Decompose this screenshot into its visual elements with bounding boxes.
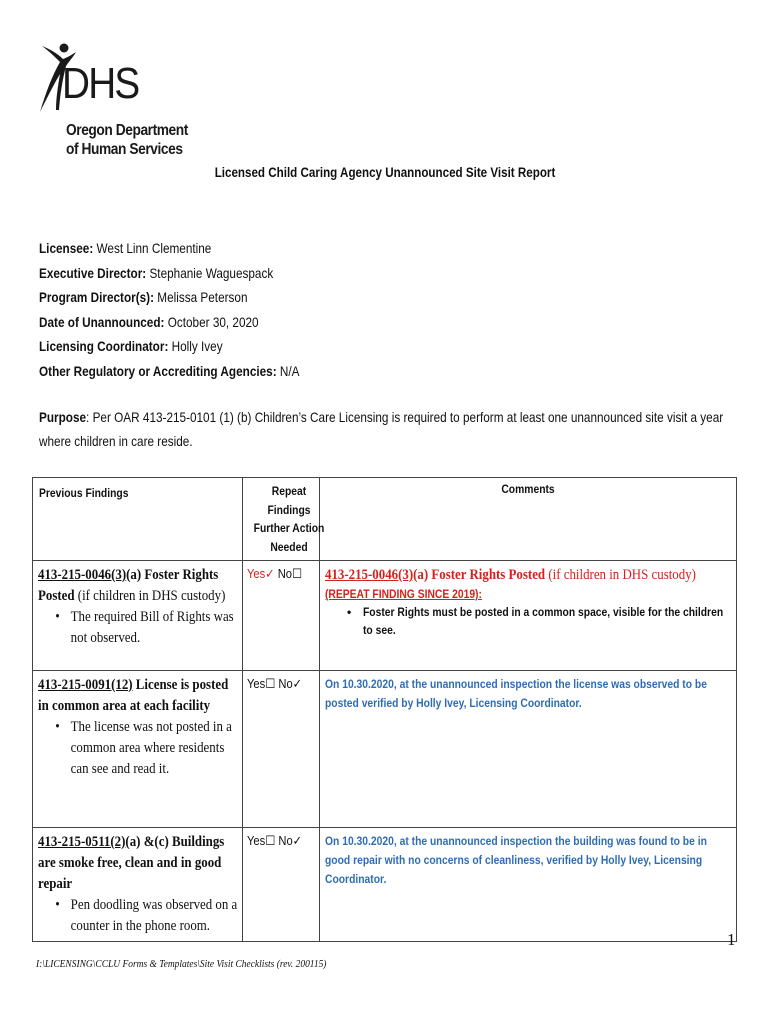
comment-text: On 10.30.2020, at the unannounced inspection the building was found to be in good repair with no concerns of cleanliness, verified by Holly Ivey, Licensing Coordinator. — [325, 834, 707, 886]
logo-line-1: Oregon Department — [66, 122, 188, 139]
info-licensee: Licensee: West Linn Clementine — [39, 240, 212, 256]
comment-cell — [320, 671, 737, 828]
comment-cell — [320, 828, 737, 942]
table-row — [33, 671, 737, 828]
comment-bullet: • Foster Rights must be posted in a common space, visible for the children to see. — [347, 603, 731, 639]
info-executive-director: Executive Director: Stephanie Waguespack — [39, 264, 274, 281]
dhs-logo — [36, 40, 186, 160]
no-checkbox[interactable]: No✓ — [275, 833, 303, 848]
findings-table — [32, 477, 737, 942]
finding-cell: 413-215-0091(12) License is posted in common area at each facility • The license was not posted in a common area where residents can see and read it. — [33, 671, 243, 828]
header-comments: Comments — [320, 478, 737, 561]
info-program-director: Program Director(s): Melissa Peterson — [39, 289, 248, 305]
yes-checkbox[interactable]: Yes✓ — [247, 566, 275, 581]
repeat-yes-no — [243, 671, 320, 828]
logo-line-2: of Human Services — [66, 141, 183, 158]
repeat-yes-no — [243, 561, 320, 671]
no-checkbox[interactable]: No☐ — [274, 566, 303, 581]
table-row — [33, 561, 737, 671]
finding-bullet: • The license was not posted in a common area where residents can see and read it. — [55, 717, 237, 780]
table-row — [33, 828, 737, 942]
logo-wordmark: DHS — [62, 59, 139, 108]
repeat-yes-no — [243, 828, 320, 942]
page-number: 1 — [727, 930, 736, 949]
comment-cell: 413-215-0046(3)(a) Foster Rights Posted (if children in DHS custody) (REPEAT FINDING SINCE 2019): • Foster Rights must be posted in a common space, visible for the children to see. — [320, 561, 737, 671]
header-previous-findings: Previous Findings — [33, 478, 243, 561]
footer-file-path: I:\LICENSING\CCLU Forms & Templates\Site Visit Checklists (rev. 200115) — [36, 958, 327, 970]
no-checkbox[interactable]: No✓ — [275, 676, 303, 691]
comment-text: On 10.30.2020, at the unannounced inspection the license was observed to be posted verified by Holly Ivey, Licensing Coordinator. — [325, 677, 707, 710]
purpose-paragraph: Purpose: Per OAR 413-215-0101 (1) (b) Children’s Care Licensing is required to perform at least one unannounced site visit a year where children in care reside. — [39, 409, 724, 449]
info-licensing-coordinator: Licensing Coordinator: Holly Ivey — [39, 338, 223, 354]
finding-cell: 413-215-0046(3)(a) Foster Rights Posted (if children in DHS custody) • The required Bill of Rights was not observed. — [33, 561, 243, 671]
table-header-row — [33, 478, 737, 561]
yes-checkbox[interactable]: Yes☐ — [247, 833, 276, 848]
report-title: Licensed Child Caring Agency Unannounced Site Visit Report — [214, 165, 556, 180]
finding-cell: 413-215-0511(2)(a) &(c) Buildings are smoke free, clean and in good repair • Pen doodling was observed on a counter in the phone room. — [33, 828, 243, 942]
finding-bullet: • The required Bill of Rights was not observed. — [55, 607, 237, 649]
info-other-agencies: Other Regulatory or Accrediting Agencies: N/A — [39, 362, 300, 379]
header-repeat-findings: Repeat Findings Further Action Needed — [243, 478, 320, 561]
yes-checkbox[interactable]: Yes☐ — [247, 676, 276, 691]
report-info — [39, 236, 300, 383]
info-date: Date of Unannounced: October 30, 2020 — [39, 313, 259, 330]
finding-bullet: • Pen doodling was observed on a counter in the phone room. — [55, 895, 237, 937]
repeat-finding-label: (REPEAT FINDING SINCE 2019) — [325, 587, 479, 601]
